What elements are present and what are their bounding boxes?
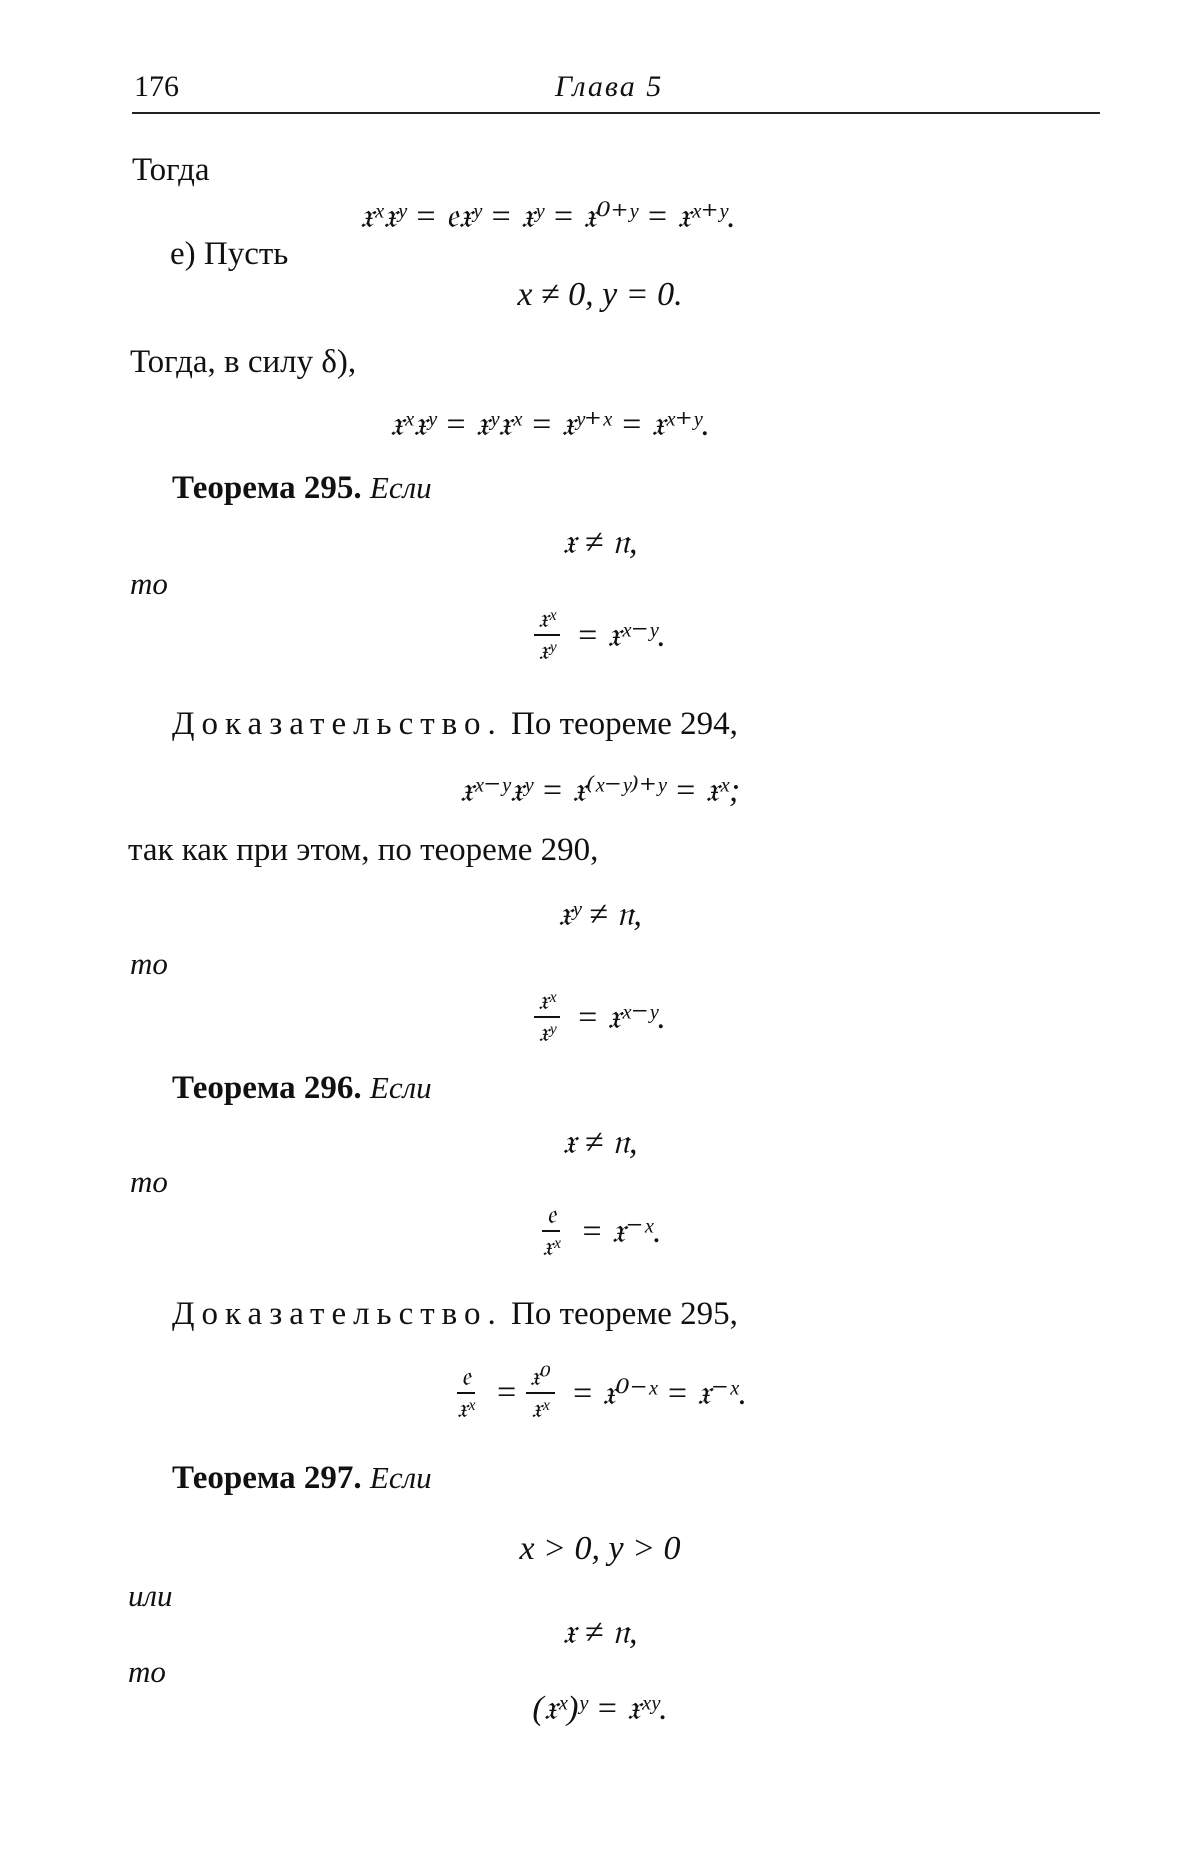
- fraction-denominator: 𝔵ˣ: [542, 1231, 561, 1261]
- theorem-295-title: Теорема 295.: [172, 470, 362, 506]
- fraction-denominator: 𝔵ʸ: [538, 1017, 556, 1047]
- equation-1: 𝔵ˣ𝔵ʸ = 𝔢𝔵ʸ = 𝔵ʸ = 𝔵⁰⁺ʸ = 𝔵ˣ⁺ʸ.: [360, 198, 736, 235]
- theorem-295-then: то: [130, 566, 168, 601]
- theorem-295-fraction: [530, 604, 564, 666]
- fraction-numerator: 𝔢: [457, 1362, 475, 1394]
- fraction-denominator: 𝔵ˣ: [457, 1393, 475, 1423]
- theorem-296-proof-equation-row: [0, 1362, 1200, 1424]
- theorem-295-heading: [172, 470, 432, 507]
- theorem-297-condition-2: 𝔵 ≠ 𝔫,: [562, 1614, 638, 1651]
- theorem-295-proof-fraction: [530, 986, 564, 1048]
- running-head: Глава 5: [555, 70, 664, 103]
- case-e-label: е) Пусть: [170, 236, 289, 272]
- fraction-numerator: 𝔵⁰: [526, 1362, 555, 1394]
- proof-word: Доказательство.: [172, 706, 503, 742]
- theorem-295-proof-line-2: так как при этом, по теореме 290,: [128, 832, 599, 868]
- theorem-296-proof-fraction-2: [522, 1362, 559, 1424]
- text-line-togda-delta: Тогда, в силу δ),: [130, 344, 357, 380]
- theorem-295-condition: 𝔵 ≠ 𝔫,: [562, 524, 638, 561]
- fraction-denominator: 𝔵ʸ: [538, 635, 556, 665]
- page-number: 176: [134, 70, 179, 103]
- theorem-295-proof-equation: 𝔵ˣ⁻ʸ𝔵ʸ = 𝔵⁽ˣ⁻ʸ⁾⁺ʸ = 𝔵ˣ;: [459, 772, 741, 809]
- proof-text: По теореме 294,: [511, 706, 738, 742]
- theorem-296-proof-fraction-1: [449, 1362, 483, 1424]
- theorem-296-proof: [172, 1296, 738, 1333]
- theorem-295-result-row: [0, 604, 1200, 666]
- theorem-295-proof-result: = 𝔵ˣ⁻ʸ.: [575, 998, 666, 1036]
- fraction-numerator: 𝔢: [542, 1200, 560, 1232]
- theorem-297-then: то: [128, 1654, 166, 1689]
- proof-word: Доказательство.: [172, 1296, 503, 1332]
- text-line-togda: Тогда: [132, 152, 210, 188]
- equals-sign: =: [494, 1373, 518, 1411]
- theorem-297-or: или: [128, 1578, 173, 1613]
- theorem-296-fraction: [534, 1200, 568, 1262]
- theorem-297-title: Теорема 297.: [172, 1460, 362, 1496]
- theorem-296-result: = 𝔵⁻ˣ.: [580, 1212, 662, 1250]
- equation-3: 𝔵ˣ𝔵ʸ = 𝔵ʸ𝔵ˣ = 𝔵ʸ⁺ˣ = 𝔵ˣ⁺ʸ.: [390, 406, 710, 443]
- theorem-295-proof-result-row: [0, 986, 1200, 1048]
- theorem-296-heading: [172, 1070, 432, 1107]
- proof-text: По теореме 295,: [511, 1296, 738, 1332]
- theorem-295-result: = 𝔵ˣ⁻ʸ.: [575, 616, 666, 654]
- theorem-296-if: Если: [369, 1070, 432, 1105]
- theorem-295-proof: [172, 706, 738, 743]
- header-rule: [132, 112, 1100, 114]
- theorem-297-if: Если: [369, 1460, 432, 1495]
- theorem-296-proof-result: = 𝔵⁰⁻ˣ = 𝔵⁻ˣ.: [570, 1374, 747, 1412]
- theorem-296-condition: 𝔵 ≠ 𝔫,: [562, 1124, 638, 1161]
- theorem-296-result-row: [0, 1200, 1200, 1262]
- theorem-297-condition-1: x > 0, y > 0: [519, 1530, 681, 1567]
- theorem-295-proof-condition: 𝔵ʸ ≠ 𝔫,: [558, 896, 642, 933]
- theorem-296-title: Теорема 296.: [172, 1070, 362, 1106]
- equation-2: x ≠ 0, y = 0.: [517, 276, 683, 313]
- theorem-295-if: Если: [369, 470, 432, 505]
- theorem-297-heading: [172, 1460, 432, 1497]
- theorem-296-then: то: [130, 1164, 168, 1199]
- theorem-297-result: (𝔵ˣ)ʸ = 𝔵ˣʸ.: [532, 1690, 668, 1727]
- theorem-295-proof-then: то: [130, 946, 168, 981]
- fraction-denominator: 𝔵ˣ: [531, 1393, 550, 1423]
- fraction-numerator: 𝔵ˣ: [534, 986, 560, 1018]
- fraction-numerator: 𝔵ˣ: [534, 604, 560, 636]
